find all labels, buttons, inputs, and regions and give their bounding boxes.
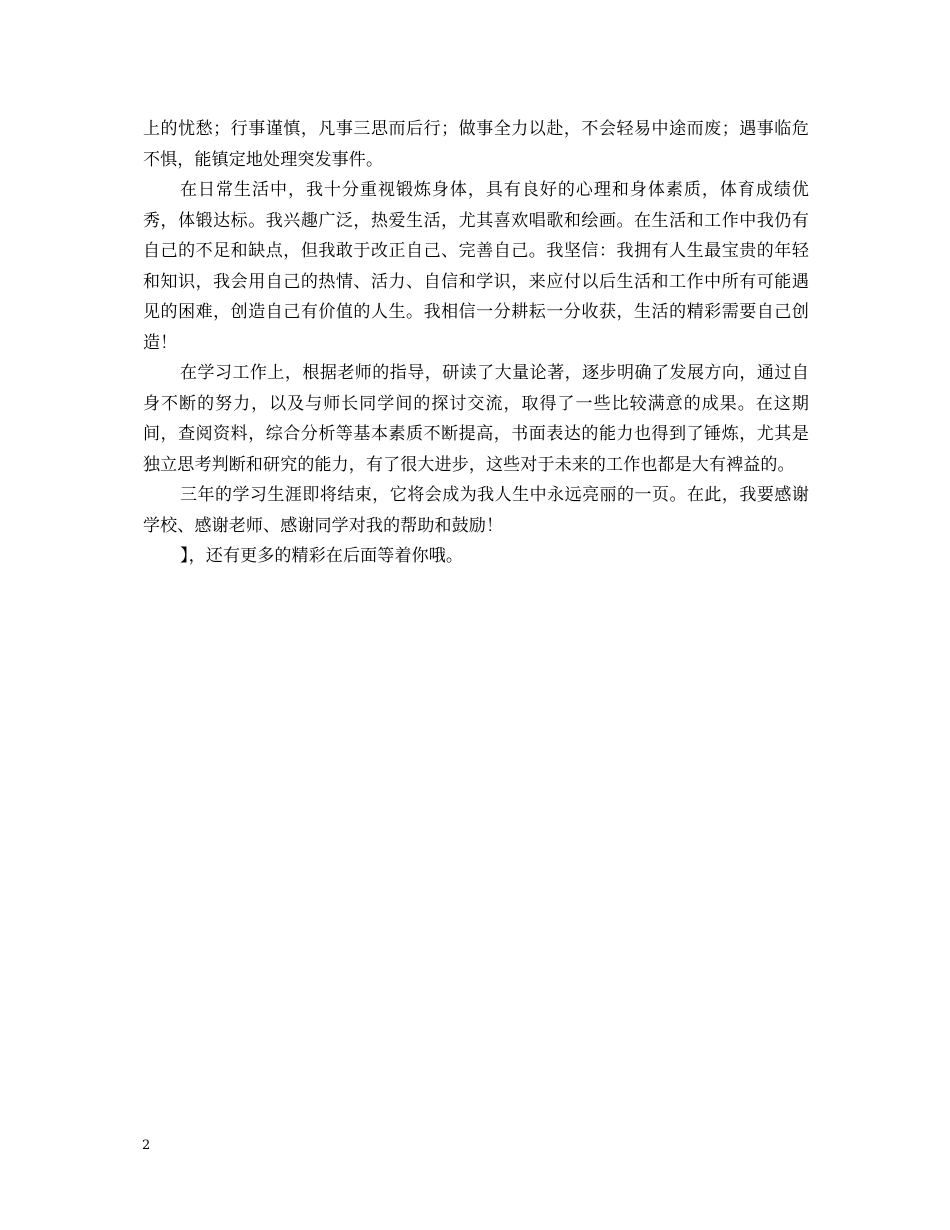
paragraph-daily-life: 在日常生活中，我十分重视锻炼身体，具有良好的心理和身体素质，体育成绩优秀，体锻达标。我兴趣广泛，热爱生活，尤其喜欢唱歌和绘画。在生活和工作中我仍有自己的不足和缺点，但我敢于改正自己、完善自己。我坚信：我拥有人生最宝贵的年轻和知识，我会用自己的热情、活力、自信和学识，来应付以后生活和工作中所有可能遇见的困难，创造自己有价值的人生。我相信一分耕耘一分收获，生活的精彩需要自己创造！: [143, 180, 809, 353]
body-text: [143, 114, 809, 572]
paragraph-continuation: 上的忧愁；行事谨慎，凡事三思而后行；做事全力以赴，不会轻易中途而废；遇事临危不惧，能镇定地处理突发事件。: [143, 119, 809, 170]
paragraph-study-work: 在学习工作上，根据老师的指导，研读了大量论著，逐步明确了发展方向，通过自身不断的努力，以及与师长同学间的探讨交流，取得了一些比较满意的成果。在这期间，查阅资料，综合分析等基本素质不断提高，书面表达的能力也得到了锤炼，尤其是独立思考判断和研究的能力，有了很大进步，这些对于未来的工作也都是大有裨益的。: [143, 363, 809, 475]
paragraph-closing: 】，还有更多的精彩在后面等着你哦。: [180, 546, 464, 566]
page-number: 2: [142, 1138, 151, 1153]
paragraph-gratitude: 三年的学习生涯即将结束，它将会成为我人生中永远亮丽的一页。在此，我要感谢学校、感谢老师、感谢同学对我的帮助和鼓励！: [143, 485, 809, 536]
